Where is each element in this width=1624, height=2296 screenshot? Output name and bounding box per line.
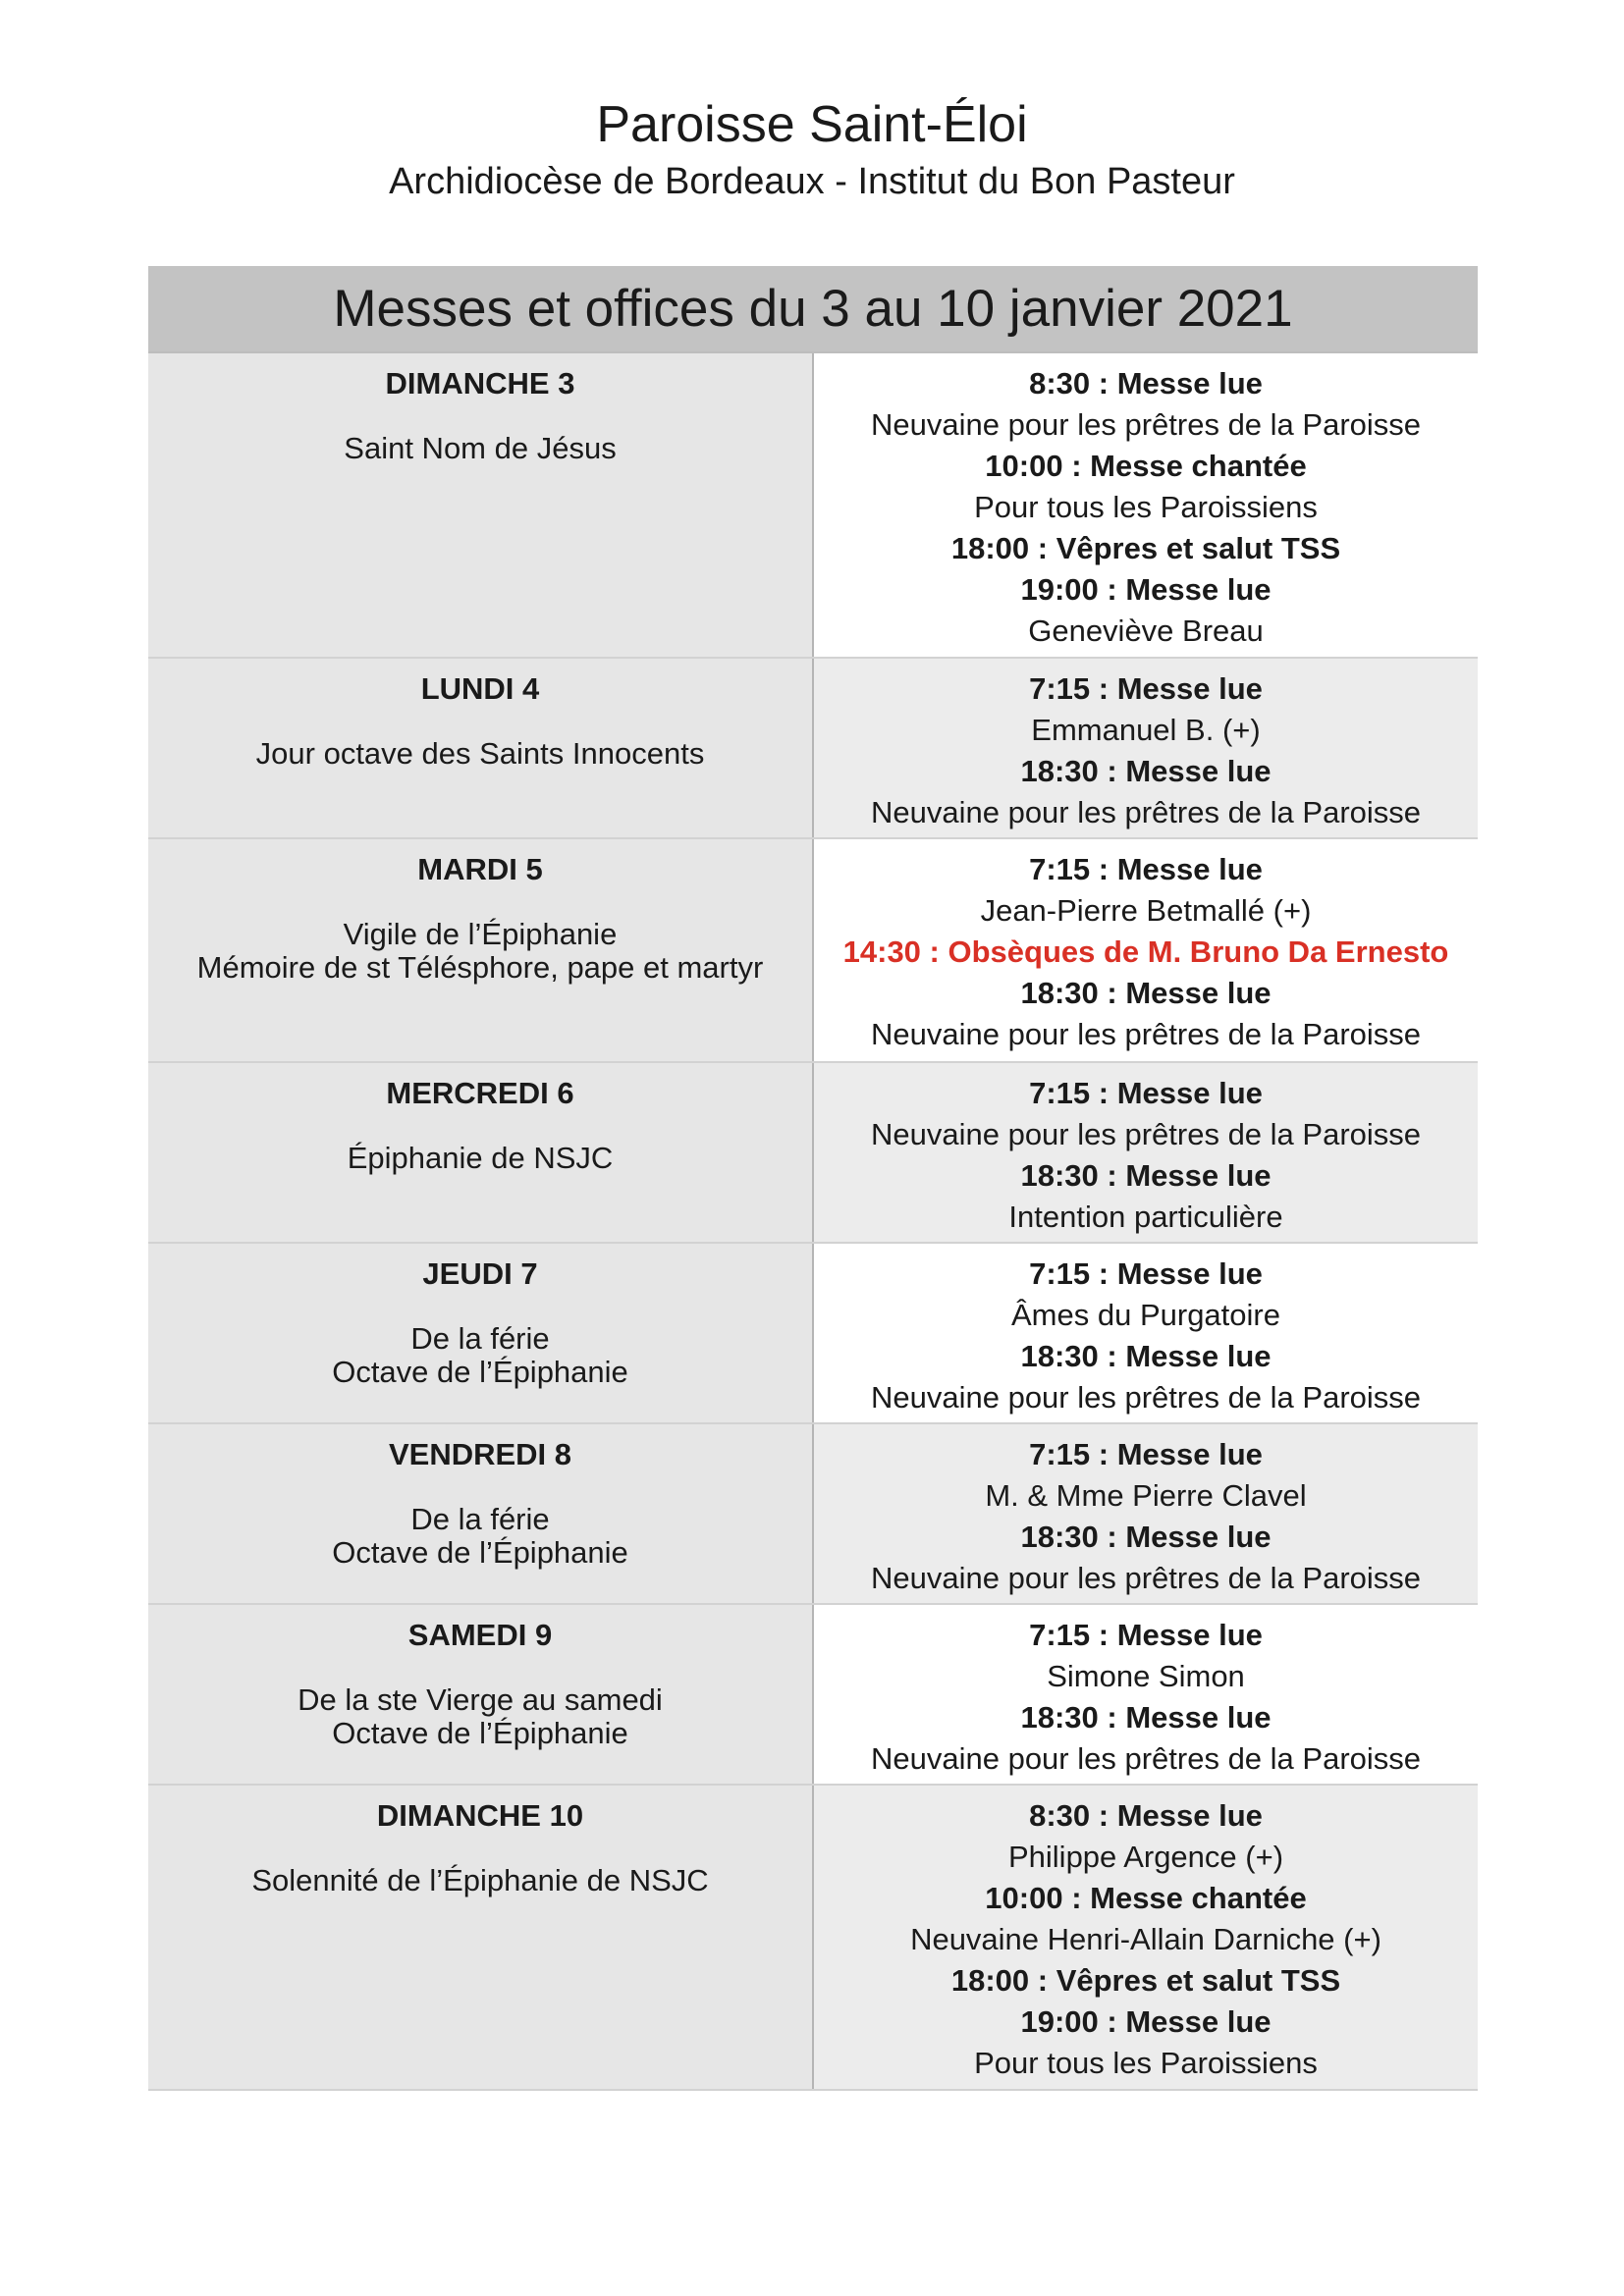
day-row — [148, 1423, 1478, 1604]
offices-cell — [813, 1785, 1478, 2090]
service-time: 7:15 : Messe lue — [1029, 1076, 1263, 1110]
service-time: 7:15 : Messe lue — [1029, 1618, 1263, 1652]
service-intention: Pour tous les Paroissiens — [974, 490, 1318, 524]
funeral-service-time: 14:30 : Obsèques de M. Bruno Da Ernesto — [842, 934, 1449, 969]
feast-label: Jour octave des Saints Innocents — [255, 736, 705, 771]
feast-label: Mémoire de st Télésphore, pape et martyr — [196, 950, 764, 985]
feast-label: De la férie — [410, 1502, 550, 1536]
offices-cell — [813, 1062, 1478, 1243]
service-time: 18:30 : Messe lue — [1020, 1339, 1272, 1373]
feast-label: Solennité de l’Épiphanie de NSJC — [251, 1863, 709, 1897]
service-intention: Neuvaine pour les prêtres de la Paroisse — [870, 1741, 1422, 1776]
service-intention: Âmes du Purgatoire — [1011, 1298, 1280, 1332]
feast-list — [148, 1503, 812, 1570]
offices-cell — [813, 1243, 1478, 1423]
offices-cell — [813, 658, 1478, 838]
feast-list — [148, 737, 812, 771]
feast-label: Octave de l’Épiphanie — [332, 1716, 628, 1750]
service-intention: Jean-Pierre Betmallé (+) — [980, 893, 1312, 928]
day-cell — [148, 1062, 813, 1243]
service-intention: Neuvaine pour les prêtres de la Paroisse — [870, 407, 1422, 442]
service-list — [814, 659, 1478, 833]
day-name: MARDI 5 — [417, 852, 543, 886]
day-cell — [148, 1243, 813, 1423]
day-row — [148, 658, 1478, 838]
day-name: DIMANCHE 3 — [385, 366, 575, 400]
service-time: 18:30 : Messe lue — [1020, 1700, 1272, 1735]
service-intention: Philippe Argence (+) — [1007, 1840, 1284, 1874]
service-intention: Intention particulière — [1008, 1200, 1283, 1234]
day-name: MERCREDI 6 — [386, 1076, 574, 1110]
service-intention: M. & Mme Pierre Clavel — [985, 1478, 1307, 1513]
offices-cell — [813, 838, 1478, 1062]
service-list — [814, 1063, 1478, 1238]
service-list — [814, 1786, 1478, 2084]
day-row — [148, 838, 1478, 1062]
feast-list — [148, 1142, 812, 1175]
day-name: JEUDI 7 — [422, 1256, 538, 1291]
day-name: SAMEDI 9 — [407, 1618, 553, 1652]
parish-name: Paroisse Saint-Éloi — [596, 96, 1028, 153]
service-time: 8:30 : Messe lue — [1029, 366, 1263, 400]
feast-label: Octave de l’Épiphanie — [332, 1355, 628, 1389]
day-cell — [148, 352, 813, 658]
service-intention: Geneviève Breau — [1028, 614, 1264, 648]
service-time: 7:15 : Messe lue — [1029, 852, 1263, 886]
service-time: 10:00 : Messe chantée — [985, 449, 1307, 483]
service-time: 7:15 : Messe lue — [1029, 1256, 1263, 1291]
service-intention: Neuvaine pour les prêtres de la Paroisse — [870, 1017, 1422, 1051]
day-row — [148, 352, 1478, 658]
day-cell — [148, 1785, 813, 2090]
service-time: 8:30 : Messe lue — [1029, 1798, 1263, 1833]
day-cell — [148, 1423, 813, 1604]
feast-label: Octave de l’Épiphanie — [332, 1535, 628, 1570]
day-row — [148, 1604, 1478, 1785]
service-time: 7:15 : Messe lue — [1029, 671, 1263, 706]
feast-list — [148, 1322, 812, 1389]
feast-list — [148, 918, 812, 985]
page-header — [0, 93, 1624, 205]
diocese-line: Archidiocèse de Bordeaux - Institut du Bon Pasteur — [389, 161, 1235, 202]
day-name: VENDREDI 8 — [388, 1437, 572, 1471]
service-intention: Simone Simon — [1047, 1659, 1245, 1693]
feast-label: Saint Nom de Jésus — [344, 431, 617, 465]
service-time: 18:30 : Messe lue — [1020, 1158, 1272, 1193]
schedule-body — [148, 352, 1478, 2090]
feast-label: Vigile de l’Épiphanie — [343, 917, 618, 951]
day-cell — [148, 838, 813, 1062]
service-intention: Neuvaine pour les prêtres de la Paroisse — [870, 795, 1422, 829]
offices-cell — [813, 352, 1478, 658]
offices-cell — [813, 1423, 1478, 1604]
feast-list — [148, 1683, 812, 1750]
service-time: 18:00 : Vêpres et salut TSS — [950, 1963, 1341, 1998]
service-intention: Neuvaine pour les prêtres de la Paroisse — [870, 1561, 1422, 1595]
service-list — [814, 1244, 1478, 1418]
feast-list — [148, 1864, 812, 1897]
schedule-title: Messes et offices du 3 au 10 janvier 2021 — [148, 266, 1478, 352]
service-time: 18:00 : Vêpres et salut TSS — [950, 531, 1341, 565]
feast-label: Épiphanie de NSJC — [347, 1141, 614, 1175]
service-intention: Neuvaine pour les prêtres de la Paroisse — [870, 1117, 1422, 1151]
schedule-table — [148, 266, 1478, 2091]
feast-label: De la férie — [410, 1321, 550, 1356]
feast-list — [148, 432, 812, 465]
schedule-title-row — [148, 266, 1478, 352]
service-time: 19:00 : Messe lue — [1020, 572, 1272, 607]
service-time: 7:15 : Messe lue — [1029, 1437, 1263, 1471]
service-time: 10:00 : Messe chantée — [985, 1881, 1307, 1915]
day-row — [148, 1062, 1478, 1243]
service-list — [814, 839, 1478, 1055]
service-intention: Neuvaine Henri-Allain Darniche (+) — [910, 1922, 1381, 1956]
service-list — [814, 1605, 1478, 1780]
day-row — [148, 1785, 1478, 2090]
service-time: 19:00 : Messe lue — [1020, 2004, 1272, 2039]
service-time: 18:30 : Messe lue — [1020, 754, 1272, 788]
service-time: 18:30 : Messe lue — [1020, 976, 1272, 1010]
day-row — [148, 1243, 1478, 1423]
offices-cell — [813, 1604, 1478, 1785]
feast-label: De la ste Vierge au samedi — [298, 1682, 663, 1717]
service-list — [814, 353, 1478, 652]
service-intention: Pour tous les Paroissiens — [974, 2046, 1318, 2080]
service-list — [814, 1424, 1478, 1599]
day-name: DIMANCHE 10 — [376, 1798, 584, 1833]
service-intention: Emmanuel B. (+) — [1031, 713, 1261, 747]
day-cell — [148, 658, 813, 838]
service-time: 18:30 : Messe lue — [1020, 1520, 1272, 1554]
day-name: LUNDI 4 — [420, 671, 540, 706]
service-intention: Neuvaine pour les prêtres de la Paroisse — [870, 1380, 1422, 1415]
day-cell — [148, 1604, 813, 1785]
